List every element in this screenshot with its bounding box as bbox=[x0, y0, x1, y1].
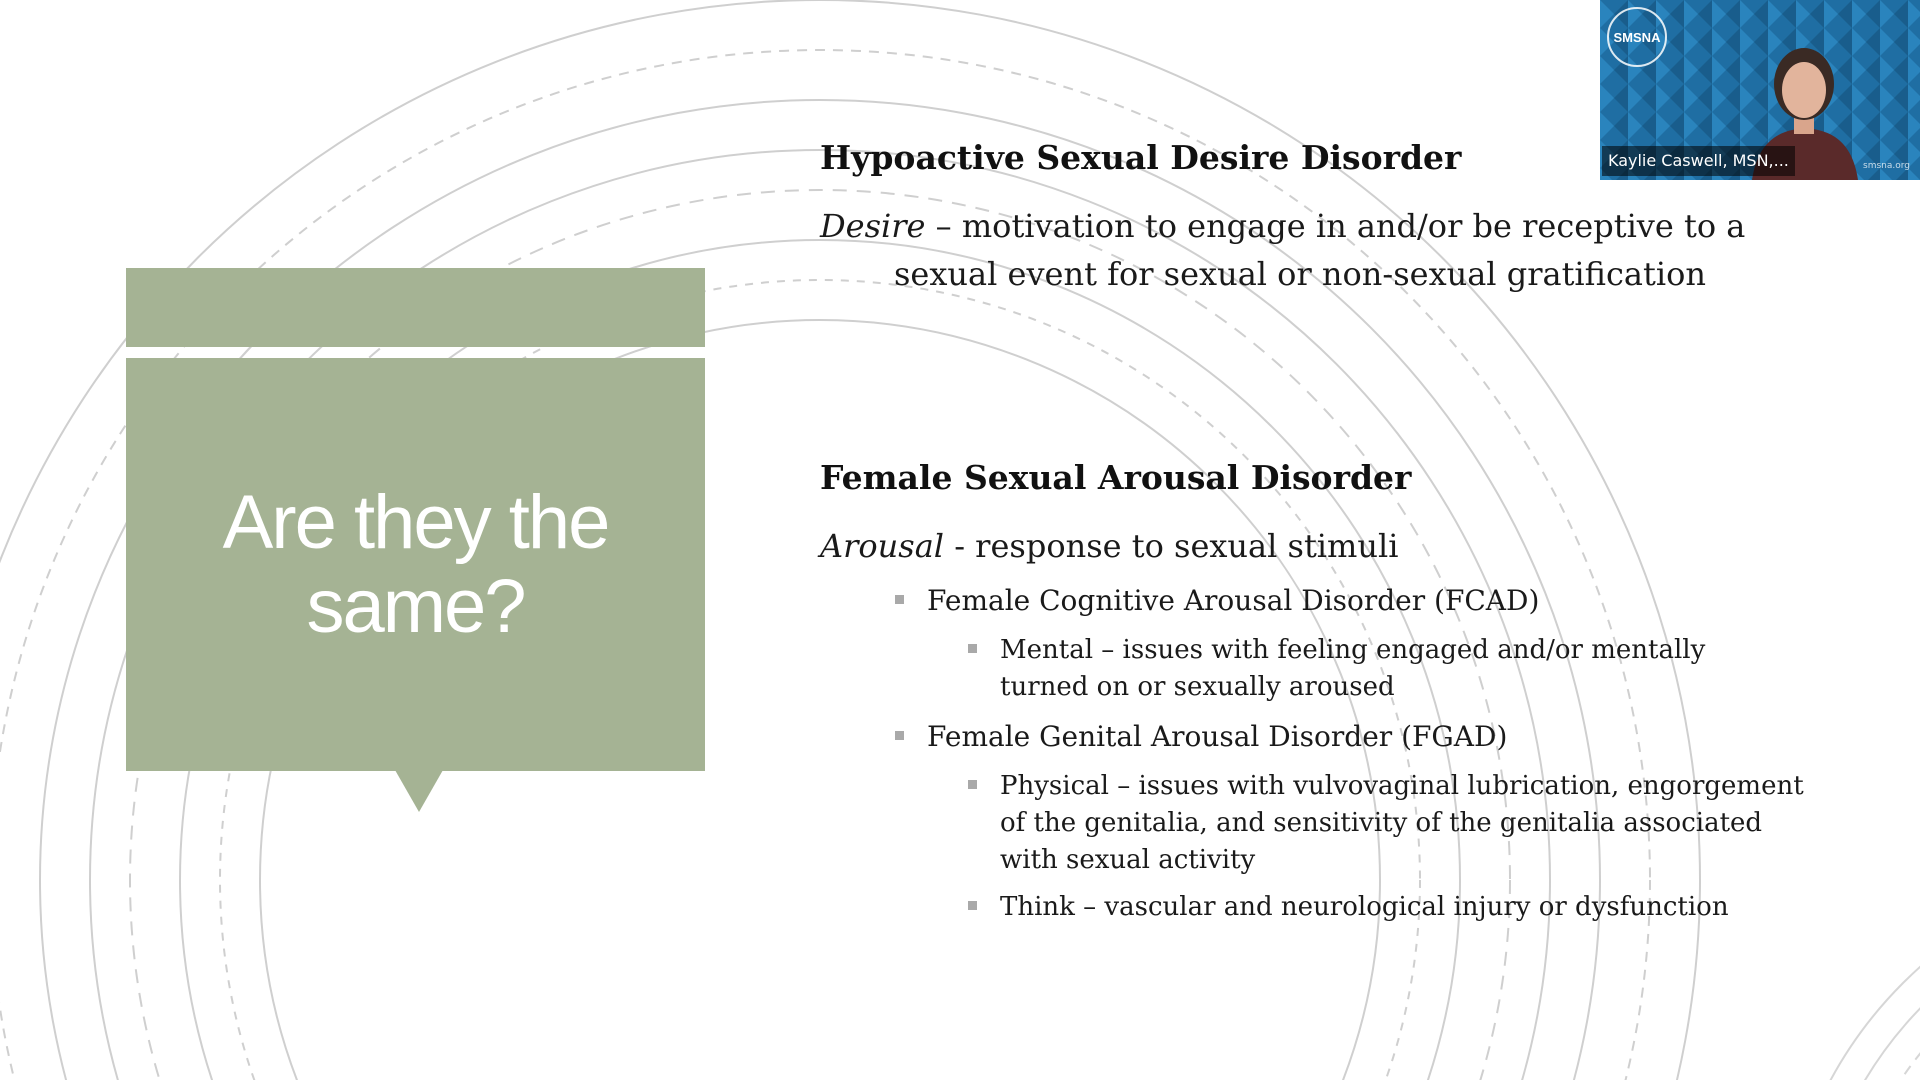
definition-arousal bbox=[820, 522, 1800, 570]
bullet-text: Female Genital Arousal Disorder (FGAD) bbox=[927, 720, 1508, 753]
heading-fsad: Female Sexual Arousal Disorder bbox=[820, 458, 1412, 497]
definition-term: Desire bbox=[820, 207, 926, 245]
bullet-fcad bbox=[927, 582, 1539, 619]
square-bullet-icon bbox=[895, 595, 904, 604]
sub-bullet-line: of the genitalia, and sensitivity of the genitalia associated bbox=[1000, 808, 1763, 838]
sub-bullet-line: Think – vascular and neurological injury or dysfunction bbox=[1000, 892, 1729, 922]
sub-bullet-line: turned on or sexually aroused bbox=[1000, 672, 1395, 702]
sub-bullet-physical bbox=[1000, 768, 1804, 879]
sub-bullet-mental bbox=[1000, 632, 1705, 706]
definition-desire bbox=[820, 202, 1800, 298]
slide-title: Are they the same? bbox=[222, 479, 609, 649]
square-bullet-icon bbox=[968, 780, 977, 789]
sub-bullet-line: Mental – issues with feeling engaged and/or mentally bbox=[1000, 635, 1706, 665]
title-callout-pointer bbox=[395, 770, 443, 812]
square-bullet-icon bbox=[968, 901, 977, 910]
participant-name-label: Kaylie Caswell, MSN,... bbox=[1602, 146, 1795, 176]
definition-term: Arousal bbox=[820, 527, 945, 565]
presenter-video-tile[interactable] bbox=[1600, 0, 1920, 180]
definition-text-line2: sexual event for sexual or non-sexual gratification bbox=[894, 255, 1706, 293]
video-watermark: smsna.org bbox=[1863, 161, 1910, 171]
square-bullet-icon bbox=[895, 731, 904, 740]
sub-bullet-think bbox=[1000, 889, 1729, 926]
sub-bullet-line: with sexual activity bbox=[1000, 845, 1256, 875]
title-accent-strip bbox=[126, 268, 705, 347]
definition-text: - response to sexual stimuli bbox=[944, 527, 1399, 565]
title-callout-box bbox=[126, 358, 705, 771]
bullet-text: Female Cognitive Arousal Disorder (FCAD) bbox=[927, 584, 1540, 617]
square-bullet-icon bbox=[968, 644, 977, 653]
bullet-fgad bbox=[927, 718, 1507, 755]
definition-text: – motivation to engage in and/or be receptive to a bbox=[925, 207, 1746, 245]
heading-hsdd: Hypoactive Sexual Desire Disorder bbox=[820, 138, 1462, 177]
sub-bullet-line: Physical – issues with vulvovaginal lubrication, engorgement bbox=[1000, 771, 1804, 801]
smsna-logo-icon: SMSNA bbox=[1607, 7, 1667, 67]
